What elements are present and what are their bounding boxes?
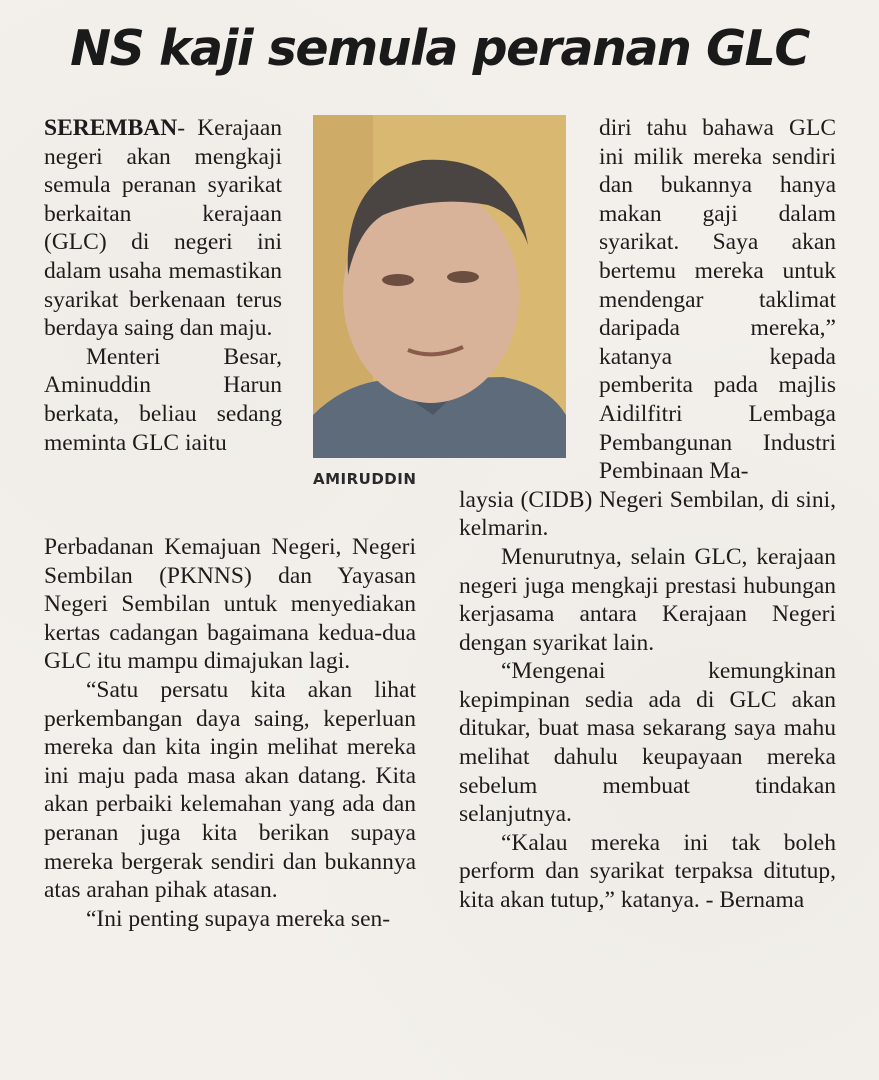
article-paragraph: [44, 114, 282, 343]
article-paragraph: “Ini penting supaya mereka sen-: [86, 905, 391, 932]
article-paragraph: “Mengenai kemungkinan kepimpinan sedia ada di GLC akan ditukar, buat masa sekarang saya mahu melihat dahulu keupayaan mereka sebelum membuat tindakan selanjutnya.: [459, 658, 836, 828]
article-paragraph: “Satu persatu kita akan lihat perkembangan daya saing, keperluan mereka dan kita ingin melihat mereka ini maju pada masa akan datang. Kita akan perbaiki kelemahan yang ada dan peranan juga kita berikan supaya mereka bergerak sendiri dan bukannya atas arahan pihak atasan.: [44, 676, 416, 904]
article-column-2: [459, 114, 836, 915]
article-paragraph: Menteri Besar, Aminuddin Harun berkata, beliau sedang meminta GLC iaitu: [44, 343, 282, 456]
photo-caption: AMIRUDDIN: [313, 470, 417, 488]
article-paragraph: Perbadanan Kemajuan Negeri, Negeri Sembilan (PKNNS) dan Yayasan Negeri Sembilan untuk menyediakan kertas cadangan bagaimana kedua-dua GLC itu mampu dimajukan lagi.: [44, 534, 416, 675]
article-column-1-continued: [44, 533, 416, 933]
left-eye: [382, 274, 414, 286]
dateline: SEREMBAN: [44, 115, 178, 141]
article-paragraph: Menurutnya, selain GLC, kerajaan negeri juga mengkaji prestasi hubungan kerjasama antara Kerajaan Negeri dengan syarikat lain.: [459, 543, 836, 656]
article-paragraph: diri tahu bahawa GLC ini milik mereka sendiri dan bukannya hanya makan gaji dalam syarikat. Saya akan bertemu mereka untuk mendengar taklimat daripada mereka,” katanya kepada pemberita pada majlis Aidilfitri Lembaga Pembangunan Industri Pembinaan Ma-: [599, 115, 836, 485]
lead-text: - Kerajaan negeri akan mengkaji semula peranan syarikat berkaitan kerajaan (GLC) di negeri ini dalam usaha memastikan syarikat berkenaan terus berdaya saing dan maju.: [44, 115, 282, 342]
article-column-1: [44, 114, 282, 457]
headline: NS kaji semula peranan GLC: [70, 20, 809, 77]
article-paragraph: laysia (CIDB) Negeri Sembilan, di sini, kelmarin.: [459, 486, 836, 542]
article-paragraph: “Kalau mereka ini tak boleh perform dan syarikat terpaksa ditutup, kita akan tutup,” katanya. - Bernama: [459, 829, 836, 914]
